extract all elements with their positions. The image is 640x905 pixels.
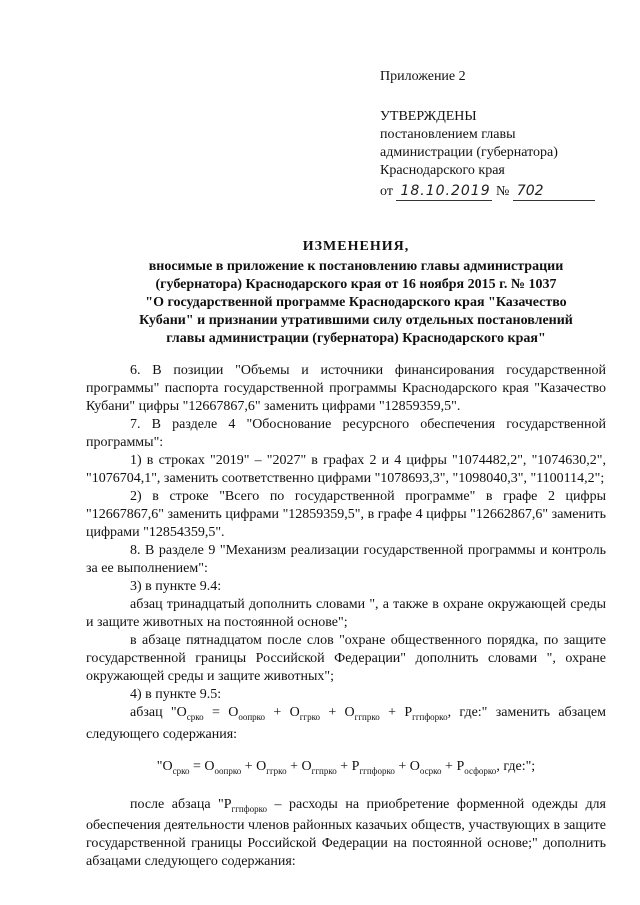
from-label: от [380,184,393,199]
annex-label: Приложение 2 [380,69,466,84]
heading-line-1: вносимые в приложение к постановлению главы администрации [148,259,564,274]
approved-label: УТВЕРЖДЕНЫ [380,109,477,124]
handwritten-date: 18.10.2019 [396,182,492,201]
paragraph-7: 7. В разделе 4 "Обоснование ресурсного обеспечения государственной программы": [86,417,606,450]
heading-line-5: главы администрации (губернатора) Краснодарского края" [166,331,546,346]
approved-by-line-1: постановлением главы [380,127,516,142]
paragraph-8-3-b: в абзаце пятнадцатом после слов "охране общественного порядка, по защите государственной границы Российской Федерации" дополнить словами ", охране окружающей среды и защите животных"; [86,633,606,684]
approved-by-line-2: администрации (губернатора) [380,145,558,160]
paragraph-7-2: 2) в строке "Всего по государственной программе" в графе 2 цифры "12667867,6" заменить цифрами "12859359,5", в графе 4 цифры "12662867,6" заменить цифрами "12854359,5". [86,489,606,540]
paragraph-8-4-a: абзац "$О_{срко} = О_{оопрко} + О_{ггрко} + О_{ггпрко} + Р_{ггпфорко}$, где:" заменить абзацем следующего содержания: [86,705,606,742]
formula: "$О_{срко} = О_{оопрко} + О_{ггрко} + О_{ггпрко} + Р_{ггпфорко} + О_{осрко} + Р_{осфорко}$, где:"; [156,758,536,776]
paragraph-7-1: 1) в строках "2019" – "2027" в графах 2 и 4 цифры "1074482,2", "1074630,2", "1076704,1", заменить соответственно цифрами "1078693,3", "1098040,3", "1100114,2"; [86,453,606,486]
paragraph-8-4: 4) в пункте 9.5: [130,687,222,702]
paragraph-8: 8. В разделе 9 "Механизм реализации государственной программы и контроль за ее выполнением": [86,543,606,576]
paragraph-after-formula: после абзаца "$Р_{ггпфорко}$ – расходы на приобретение форменной одежды для обеспечения деятельности членов районных казачьих обществ, участвующих в защите государственной границы Российской Федерации на постоянной основе;" дополнить абзацами следующего содержания: [86,796,606,870]
approval-block [380,68,595,201]
handwritten-number: 702 [513,182,595,201]
approved-by-line-3: Краснодарского края [380,163,505,178]
heading-line-2: (губернатора) Краснодарского края от 16 ноября 2015 г. № 1037 [155,277,557,292]
number-label: № [495,184,510,199]
heading-line-4: Кубани" и признании утратившими силу отдельных постановлений [139,313,573,328]
document-body [86,362,606,871]
heading-title: ИЗМЕНЕНИЯ, [302,239,410,254]
date-number-line [380,182,595,201]
paragraph-8-3-a: абзац тринадцатый дополнить словами ", а также в охране окружающей среды и защите животных на постоянной основе"; [86,597,606,630]
paragraph-8-3: 3) в пункте 9.4: [130,579,222,594]
heading-line-3: "О государственной программе Краснодарского края "Казачество [145,295,567,310]
paragraph-6: 6. В позиции "Объемы и источники финансирования государственной программы" паспорта государственной программы Краснодарского края "Казачество Кубани" цифры "12667867,6" заменить цифрами "12859359,5". [86,363,606,414]
document-heading [96,238,616,348]
